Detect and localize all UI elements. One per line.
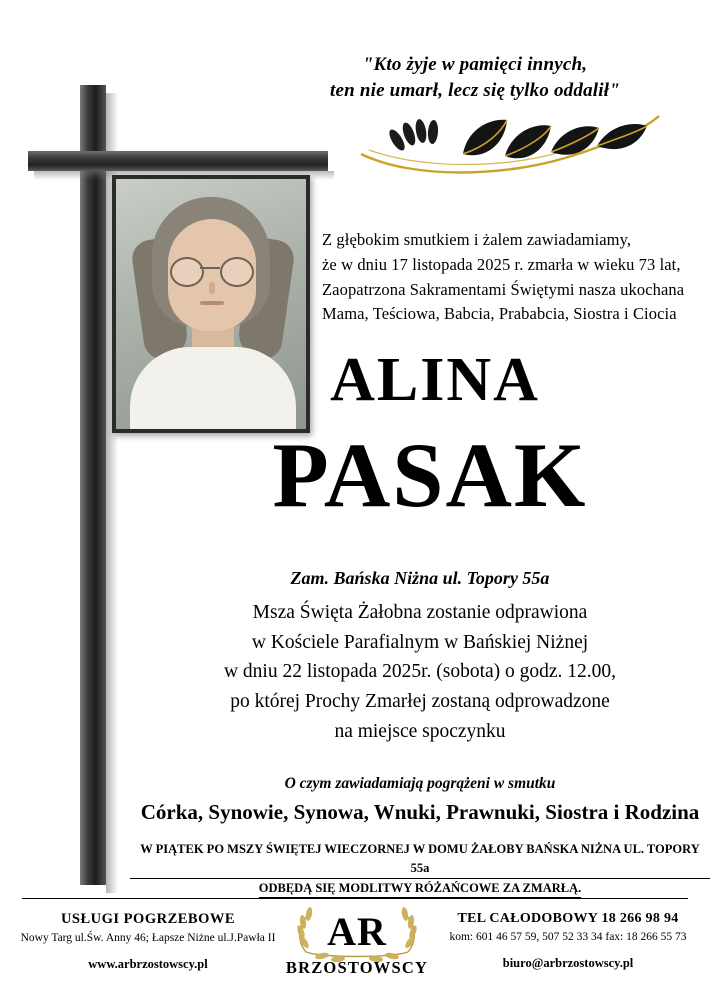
intro-line-3: Zaopatrzona Sakramentami Świętymi nasza ukochana	[322, 279, 685, 299]
deceased-address: Zam. Bańska Niżna ul. Topory 55a	[290, 568, 550, 588]
ceremony-line-5: na miejsce spoczynku	[334, 720, 506, 742]
rosary-line-2: ODBĘDĄ SIĘ MODLITWY RÓŻAŃCOWE ZA ZMARŁĄ.	[259, 879, 582, 899]
footer-left-block	[8, 909, 288, 973]
logo-monogram: AR	[327, 909, 387, 954]
company-logo	[282, 900, 432, 995]
portrait-glasses-bridge	[200, 267, 220, 269]
wheat-leaf-ornament-icon	[355, 110, 665, 175]
portrait-glasses-left	[170, 257, 204, 287]
intro-line-1: Z głębokim smutkiem i żalem zawiadamiamy,	[322, 230, 632, 249]
intro-line-4: Mama, Teściowa, Babcia, Prababcia, Siostra i Ciocia	[322, 304, 677, 324]
portrait-mouth	[200, 301, 224, 305]
logo-company-name: BRZOSTOWSCY	[285, 958, 429, 977]
footer-phone-extra: kom: 601 46 57 59, 507 52 33 34 fax: 18 266 55 73	[449, 931, 687, 944]
intro-line-2: że w dniu 17 listopada 2025 r. zmarła w wieku 73 lat,	[322, 254, 681, 274]
footer-addresses: Nowy Targ ul.Św. Anny 46; Łapsze Niżne ul.J.Pawła II	[20, 932, 276, 945]
notify-label: O czym zawiadamiają pogrążeni w smutku	[284, 775, 556, 792]
portrait-nose	[209, 282, 215, 294]
footer-divider	[22, 898, 688, 899]
ceremony-line-4: po której Prochy Zmarłej zostaną odprowadzone	[230, 690, 610, 712]
memorial-quote	[265, 52, 685, 103]
footer-right-block	[432, 909, 704, 972]
rosary-line-1: W PIĄTEK PO MSZY ŚWIĘTEJ WIECZORNEJ W DOMU ŻAŁOBY BAŃSKA NIŻNA UL. TOPORY 55a	[130, 840, 710, 879]
deceased-last-name: PASAK	[272, 424, 588, 526]
portrait-glasses-right	[220, 257, 254, 287]
rosary-notice	[0, 840, 710, 898]
footer-services-title: USŁUGI POGRZEBOWE	[60, 911, 236, 927]
ceremony-line-1: Msza Święta Żałobna zostanie odprawiona	[252, 602, 588, 623]
footer-website-link[interactable]: www.arbrzostowscy.pl	[88, 956, 208, 971]
ceremony-line-3: w dniu 22 listopada 2025r. (sobota) o godz. 12.00,	[223, 661, 617, 683]
deceased-first-name: ALINA	[330, 346, 540, 414]
footer-phone-24h: TEL CAŁODOBOWY 18 266 98 94	[457, 911, 679, 926]
cross-horizontal-beam	[28, 151, 328, 171]
footer-email-link[interactable]: biuro@arbrzostowscy.pl	[502, 955, 634, 970]
quote-line-2: ten nie umarł, lecz się tylko oddalił"	[330, 79, 620, 101]
family-list: Córka, Synowie, Synowa, Wnuki, Prawnuki, Siostra i Rodzina	[140, 800, 700, 824]
quote-line-1: "Kto żyje w pamięci innych,	[362, 54, 588, 75]
ceremony-details	[0, 598, 710, 746]
ceremony-line-2: w Kościele Parafialnym w Bańskiej Niżnej	[251, 631, 589, 653]
announcement-intro	[322, 228, 692, 327]
